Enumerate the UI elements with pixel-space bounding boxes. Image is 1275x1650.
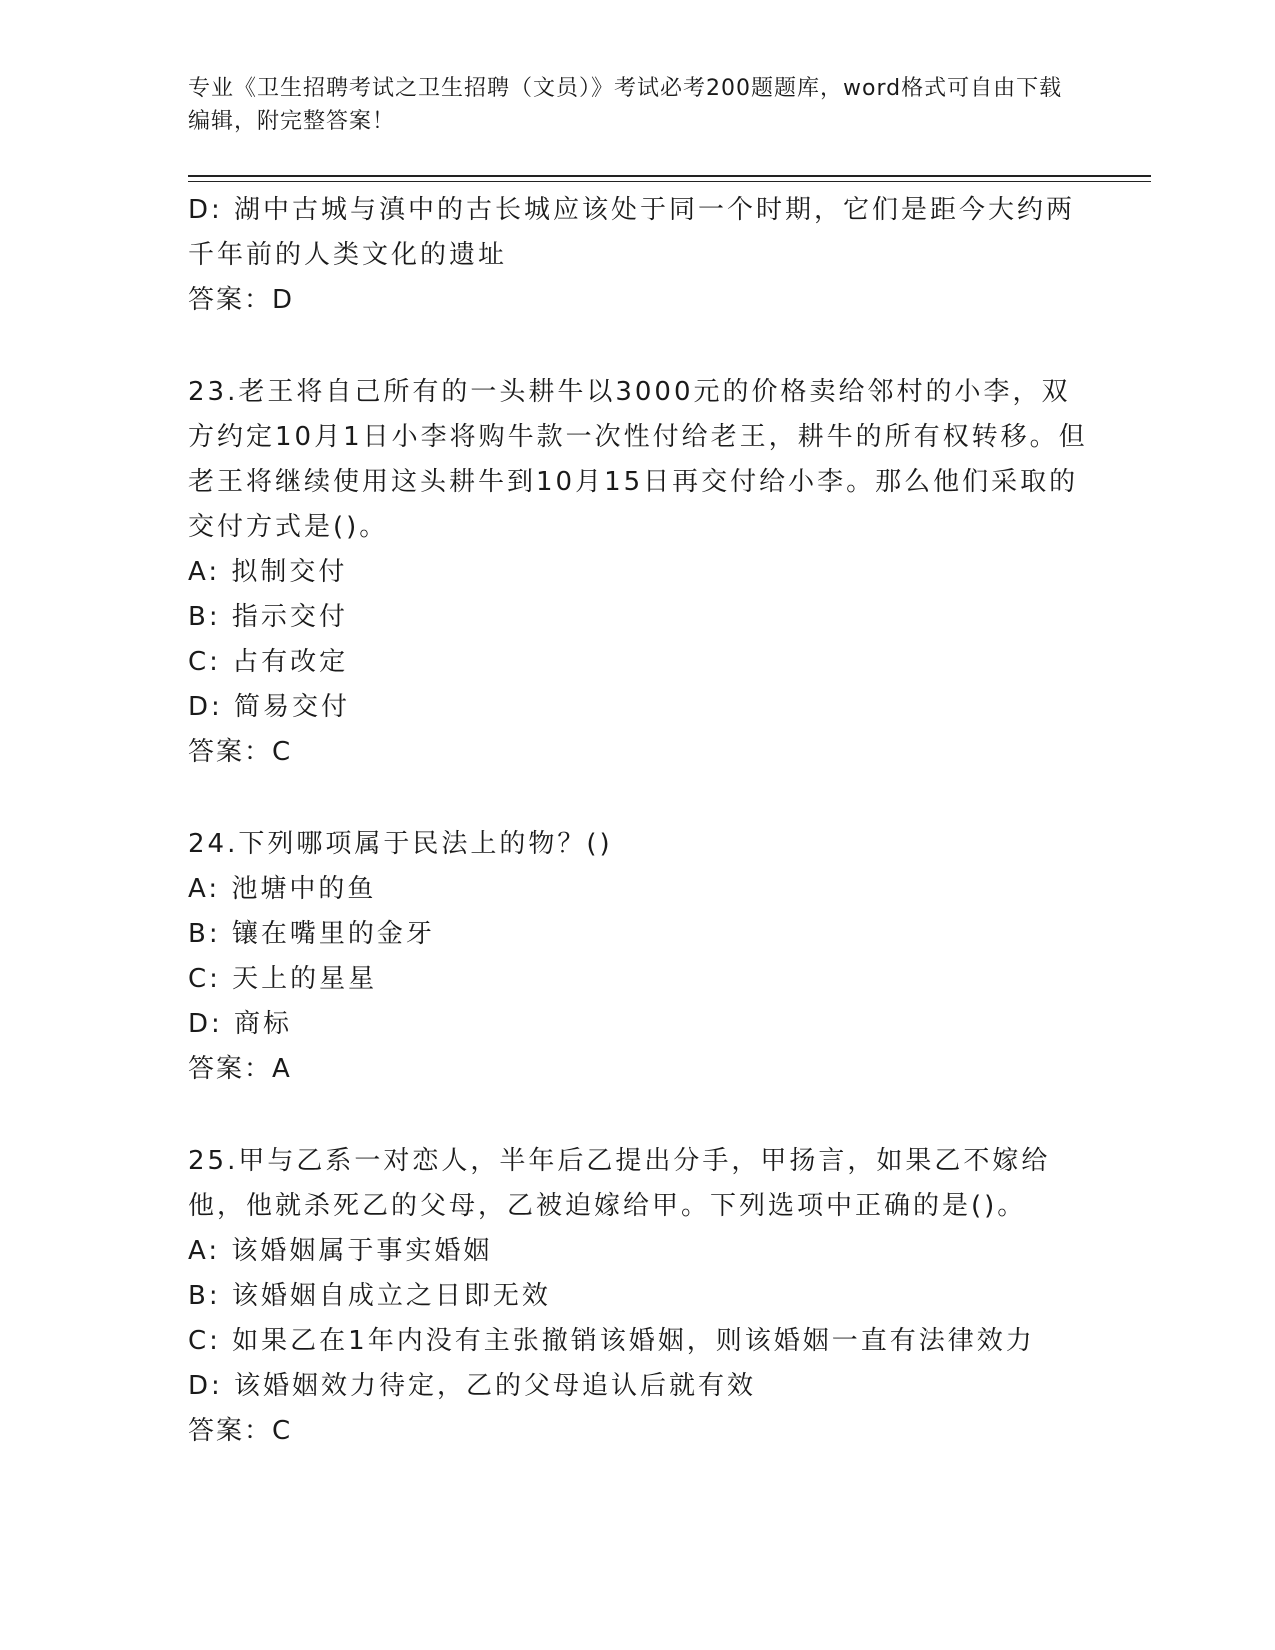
answer: 答案：A (188, 1054, 292, 1084)
option-d: D: 商标 (188, 1009, 293, 1039)
question-content (188, 188, 1088, 1454)
spacer (188, 775, 1088, 822)
option-c: C: 如果乙在1年内没有主张撤销该婚姻，则该婚姻一直有法律效力 (188, 1326, 1035, 1356)
option-b: B: 镶在嘴里的金牙 (188, 919, 435, 949)
answer: 答案：C (188, 1416, 293, 1446)
document-header (188, 72, 1068, 138)
answer: 答案：D (188, 285, 295, 315)
spacer (188, 1092, 1088, 1139)
option-a: A: 拟制交付 (188, 557, 348, 587)
question-stem: 23.老王将自己所有的一头耕牛以3000元的价格卖给邻村的小李，双方约定10月1日小李将购牛款一次性付给老王，耕牛的所有权转移。但老王将继续使用这头耕牛到10月15日再交付给小李。那么他们采取的交付方式是()。 (188, 377, 1088, 542)
option-d: D: 简易交付 (188, 692, 351, 722)
option-d: D: 该婚姻效力待定，乙的父母追认后就有效 (188, 1371, 757, 1401)
option-a: A: 该婚姻属于事实婚姻 (188, 1236, 493, 1266)
option-c: C: 天上的星星 (188, 964, 378, 994)
option-b: B: 指示交付 (188, 602, 348, 632)
option-a: A: 池塘中的鱼 (188, 874, 377, 904)
question-stem: 24.下列哪项属于民法上的物？() (188, 829, 613, 859)
document-title: 专业《卫生招聘考试之卫生招聘（文员）》考试必考200题题库，word格式可自由下载编辑，附完整答案！ (188, 76, 1063, 134)
header-rule-thin (188, 181, 1151, 182)
spacer (188, 323, 1088, 370)
answer: 答案：C (188, 737, 293, 767)
header-rule-thick (188, 175, 1151, 177)
question-stem: 25.甲与乙系一对恋人，半年后乙提出分手，甲扬言，如果乙不嫁给他，他就杀死乙的父母，乙被迫嫁给甲。下列选项中正确的是()。 (188, 1146, 1051, 1221)
option-b: B: 该婚姻自成立之日即无效 (188, 1281, 551, 1311)
option-d: D: 湖中古城与滇中的古长城应该处于同一个时期，它们是距今大约两千年前的人类文化的遗址 (188, 195, 1076, 270)
option-c: C: 占有改定 (188, 647, 349, 677)
